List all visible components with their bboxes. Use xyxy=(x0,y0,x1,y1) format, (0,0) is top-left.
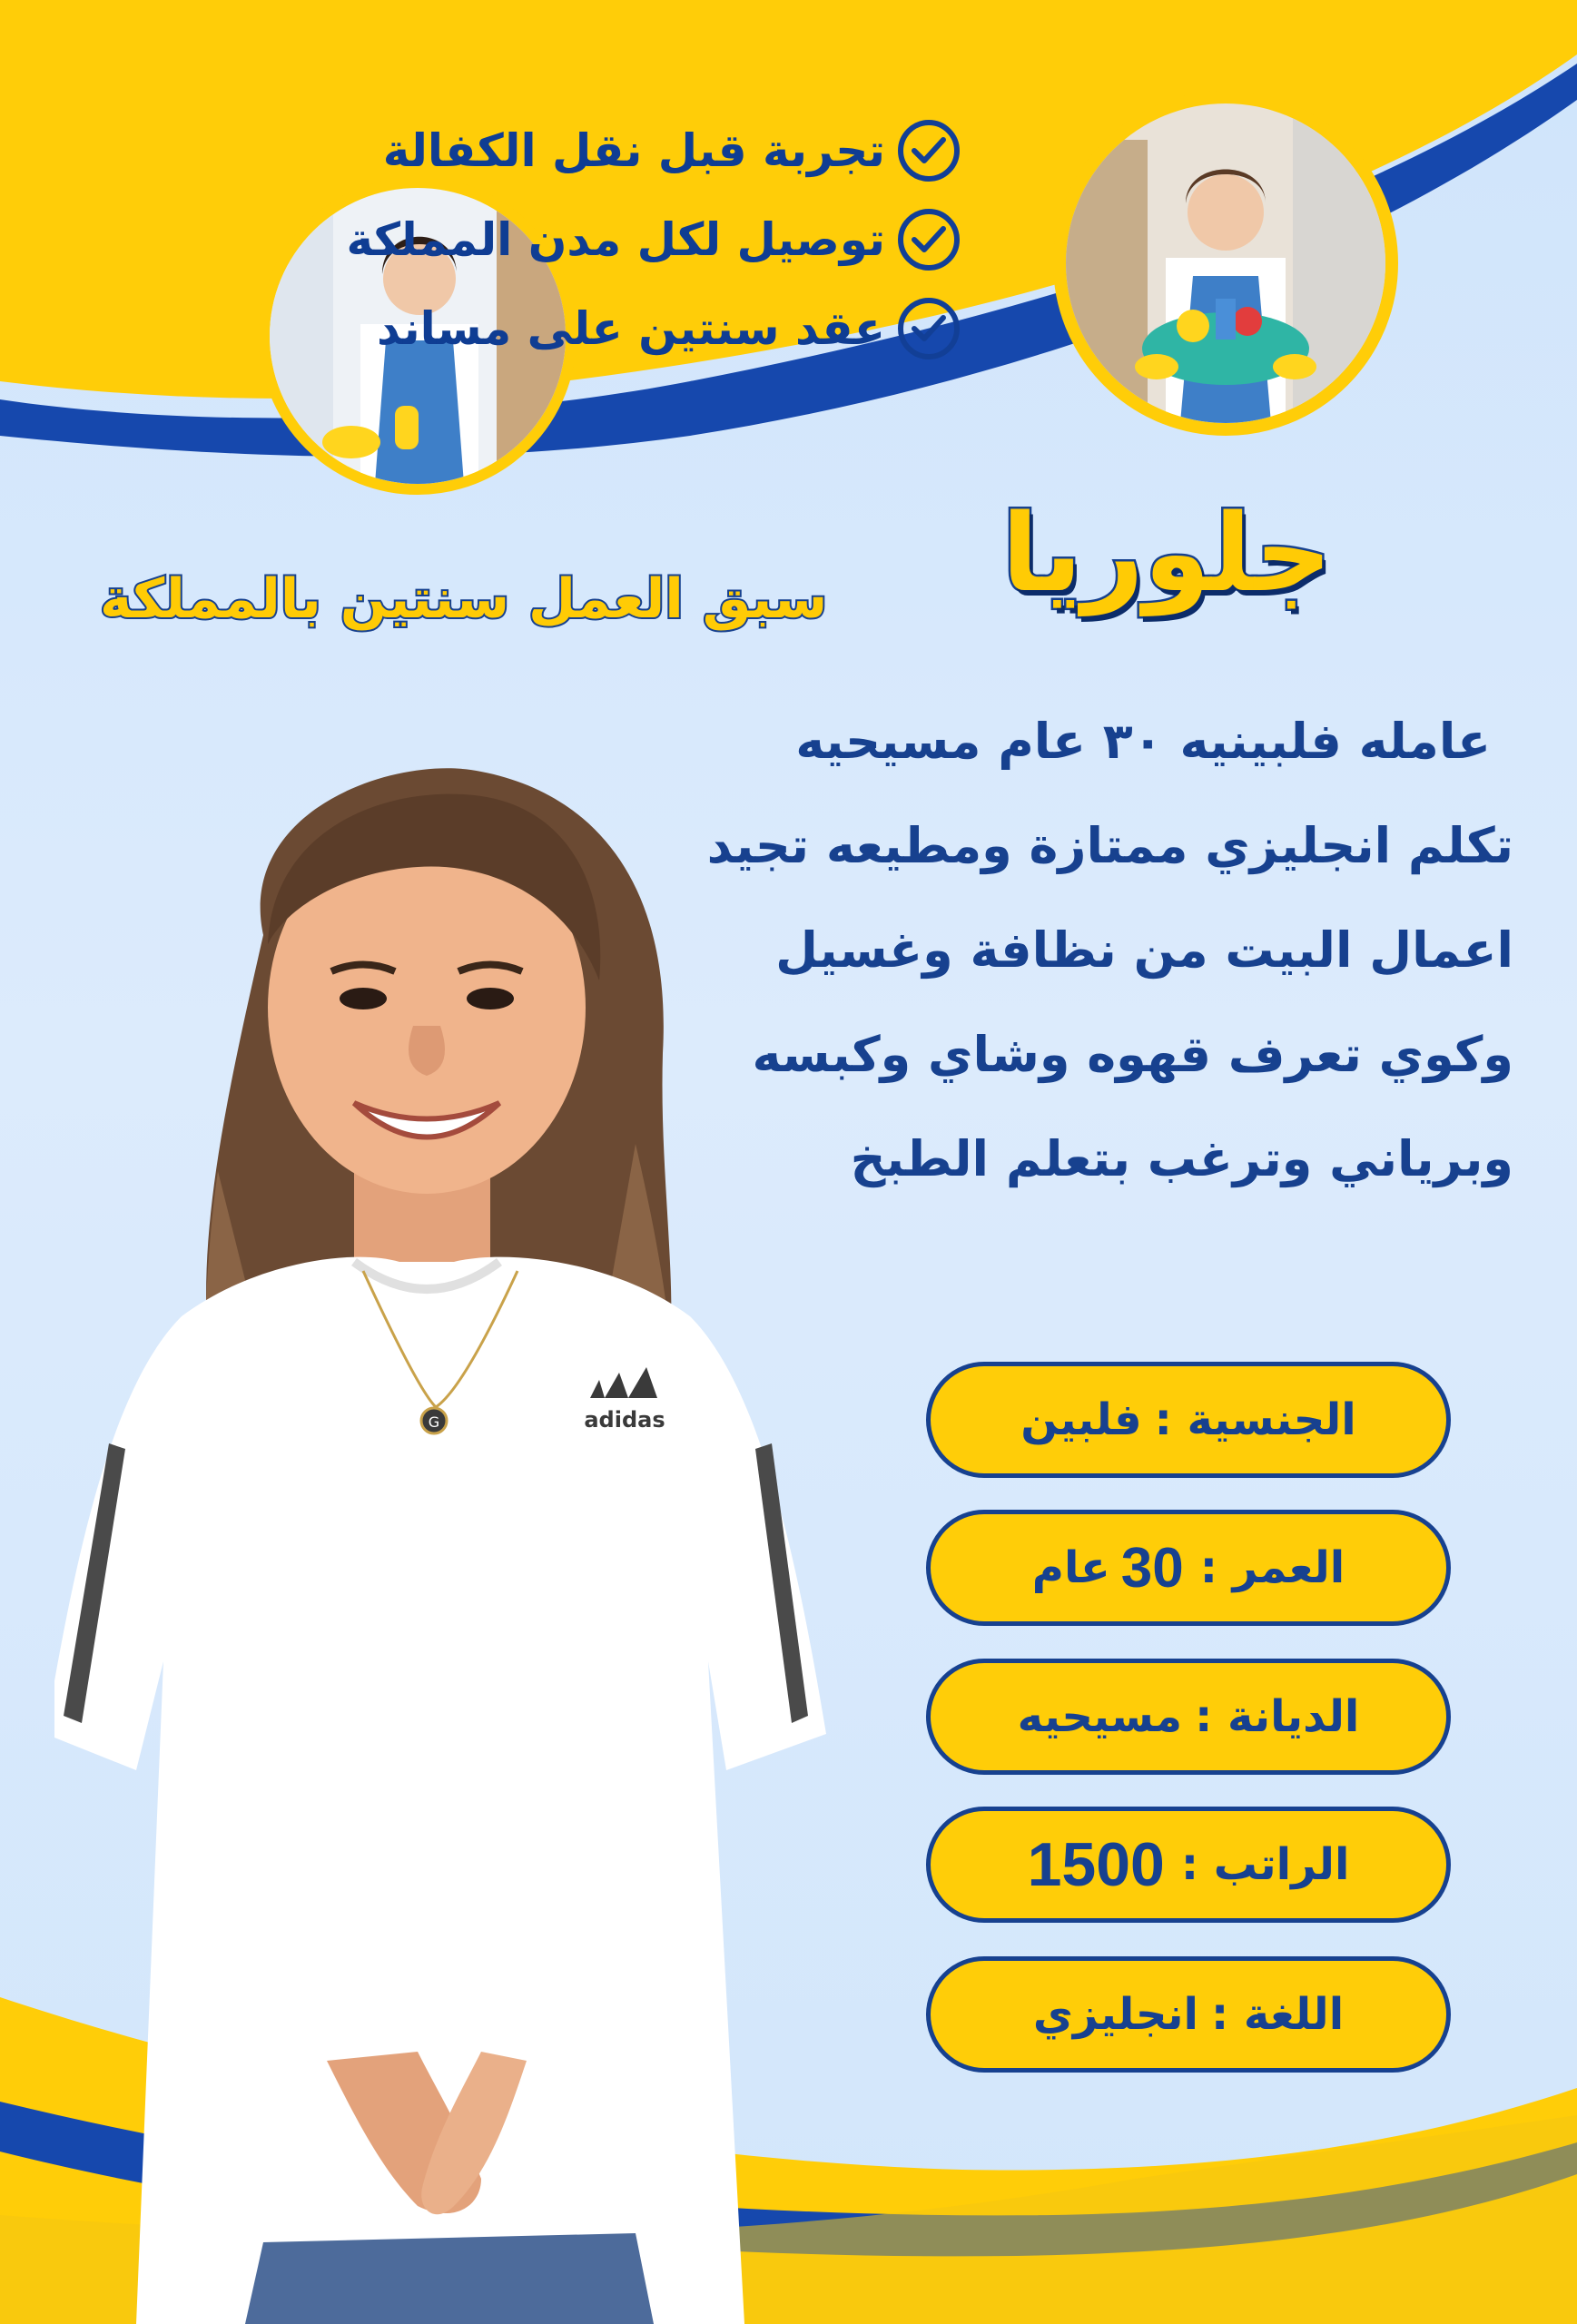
salary-value: 1500 xyxy=(1027,1830,1165,1899)
description-line: اعمال البيت من نظافة وغسيل xyxy=(775,921,1513,979)
salary-label: الراتب : xyxy=(1180,1839,1350,1890)
age-pill xyxy=(926,1510,1451,1626)
feature-text: عقد سنتين على مساند xyxy=(376,302,885,355)
description-line: عامله فلبينيه ٣٠ عام مسيحيه xyxy=(795,713,1491,770)
language-value: انجليزي xyxy=(1032,1989,1198,2040)
worker-portrait xyxy=(54,753,853,2324)
description-line: وكوي تعرف قهوه وشاي وكبسه xyxy=(752,1026,1513,1083)
nationality-label: الجنسية : xyxy=(1154,1394,1356,1445)
nationality-value: فلبين xyxy=(1020,1394,1142,1445)
experience-note: سبق العمل سنتين بالمملكة xyxy=(100,567,828,631)
language-label: اللغة : xyxy=(1210,1989,1345,2040)
feature-item xyxy=(377,298,960,359)
worker-name: جلوريا xyxy=(1001,490,1332,615)
religion-label: الديانة : xyxy=(1195,1691,1360,1742)
age-value: 30 xyxy=(1120,1536,1184,1600)
age-unit: عام xyxy=(1031,1542,1110,1593)
check-circle-icon xyxy=(898,120,960,182)
language-pill xyxy=(926,1956,1451,2073)
salary-pill xyxy=(926,1807,1451,1923)
cleaning-woman-photo xyxy=(1053,91,1398,436)
feature-text: تجربة قبل نقل الكفالة xyxy=(382,124,885,177)
description-line: وبرياني وترغب بتعلم الطبخ xyxy=(850,1130,1513,1187)
feature-item xyxy=(383,120,960,182)
feature-item xyxy=(347,209,960,271)
religion-pill xyxy=(926,1659,1451,1775)
check-circle-icon xyxy=(898,298,960,359)
nationality-pill xyxy=(926,1362,1451,1478)
shirt-brand: adidas xyxy=(584,1407,665,1433)
necklace-letter: G xyxy=(428,1413,440,1431)
check-circle-icon xyxy=(898,209,960,271)
description-line: تكلم انجليزي ممتازة ومطيعه تجيد xyxy=(706,817,1513,874)
feature-text: توصيل لكل مدن المملكة xyxy=(346,213,885,266)
age-label: العمر : xyxy=(1199,1542,1345,1593)
religion-value: مسيحيه xyxy=(1017,1691,1183,1742)
